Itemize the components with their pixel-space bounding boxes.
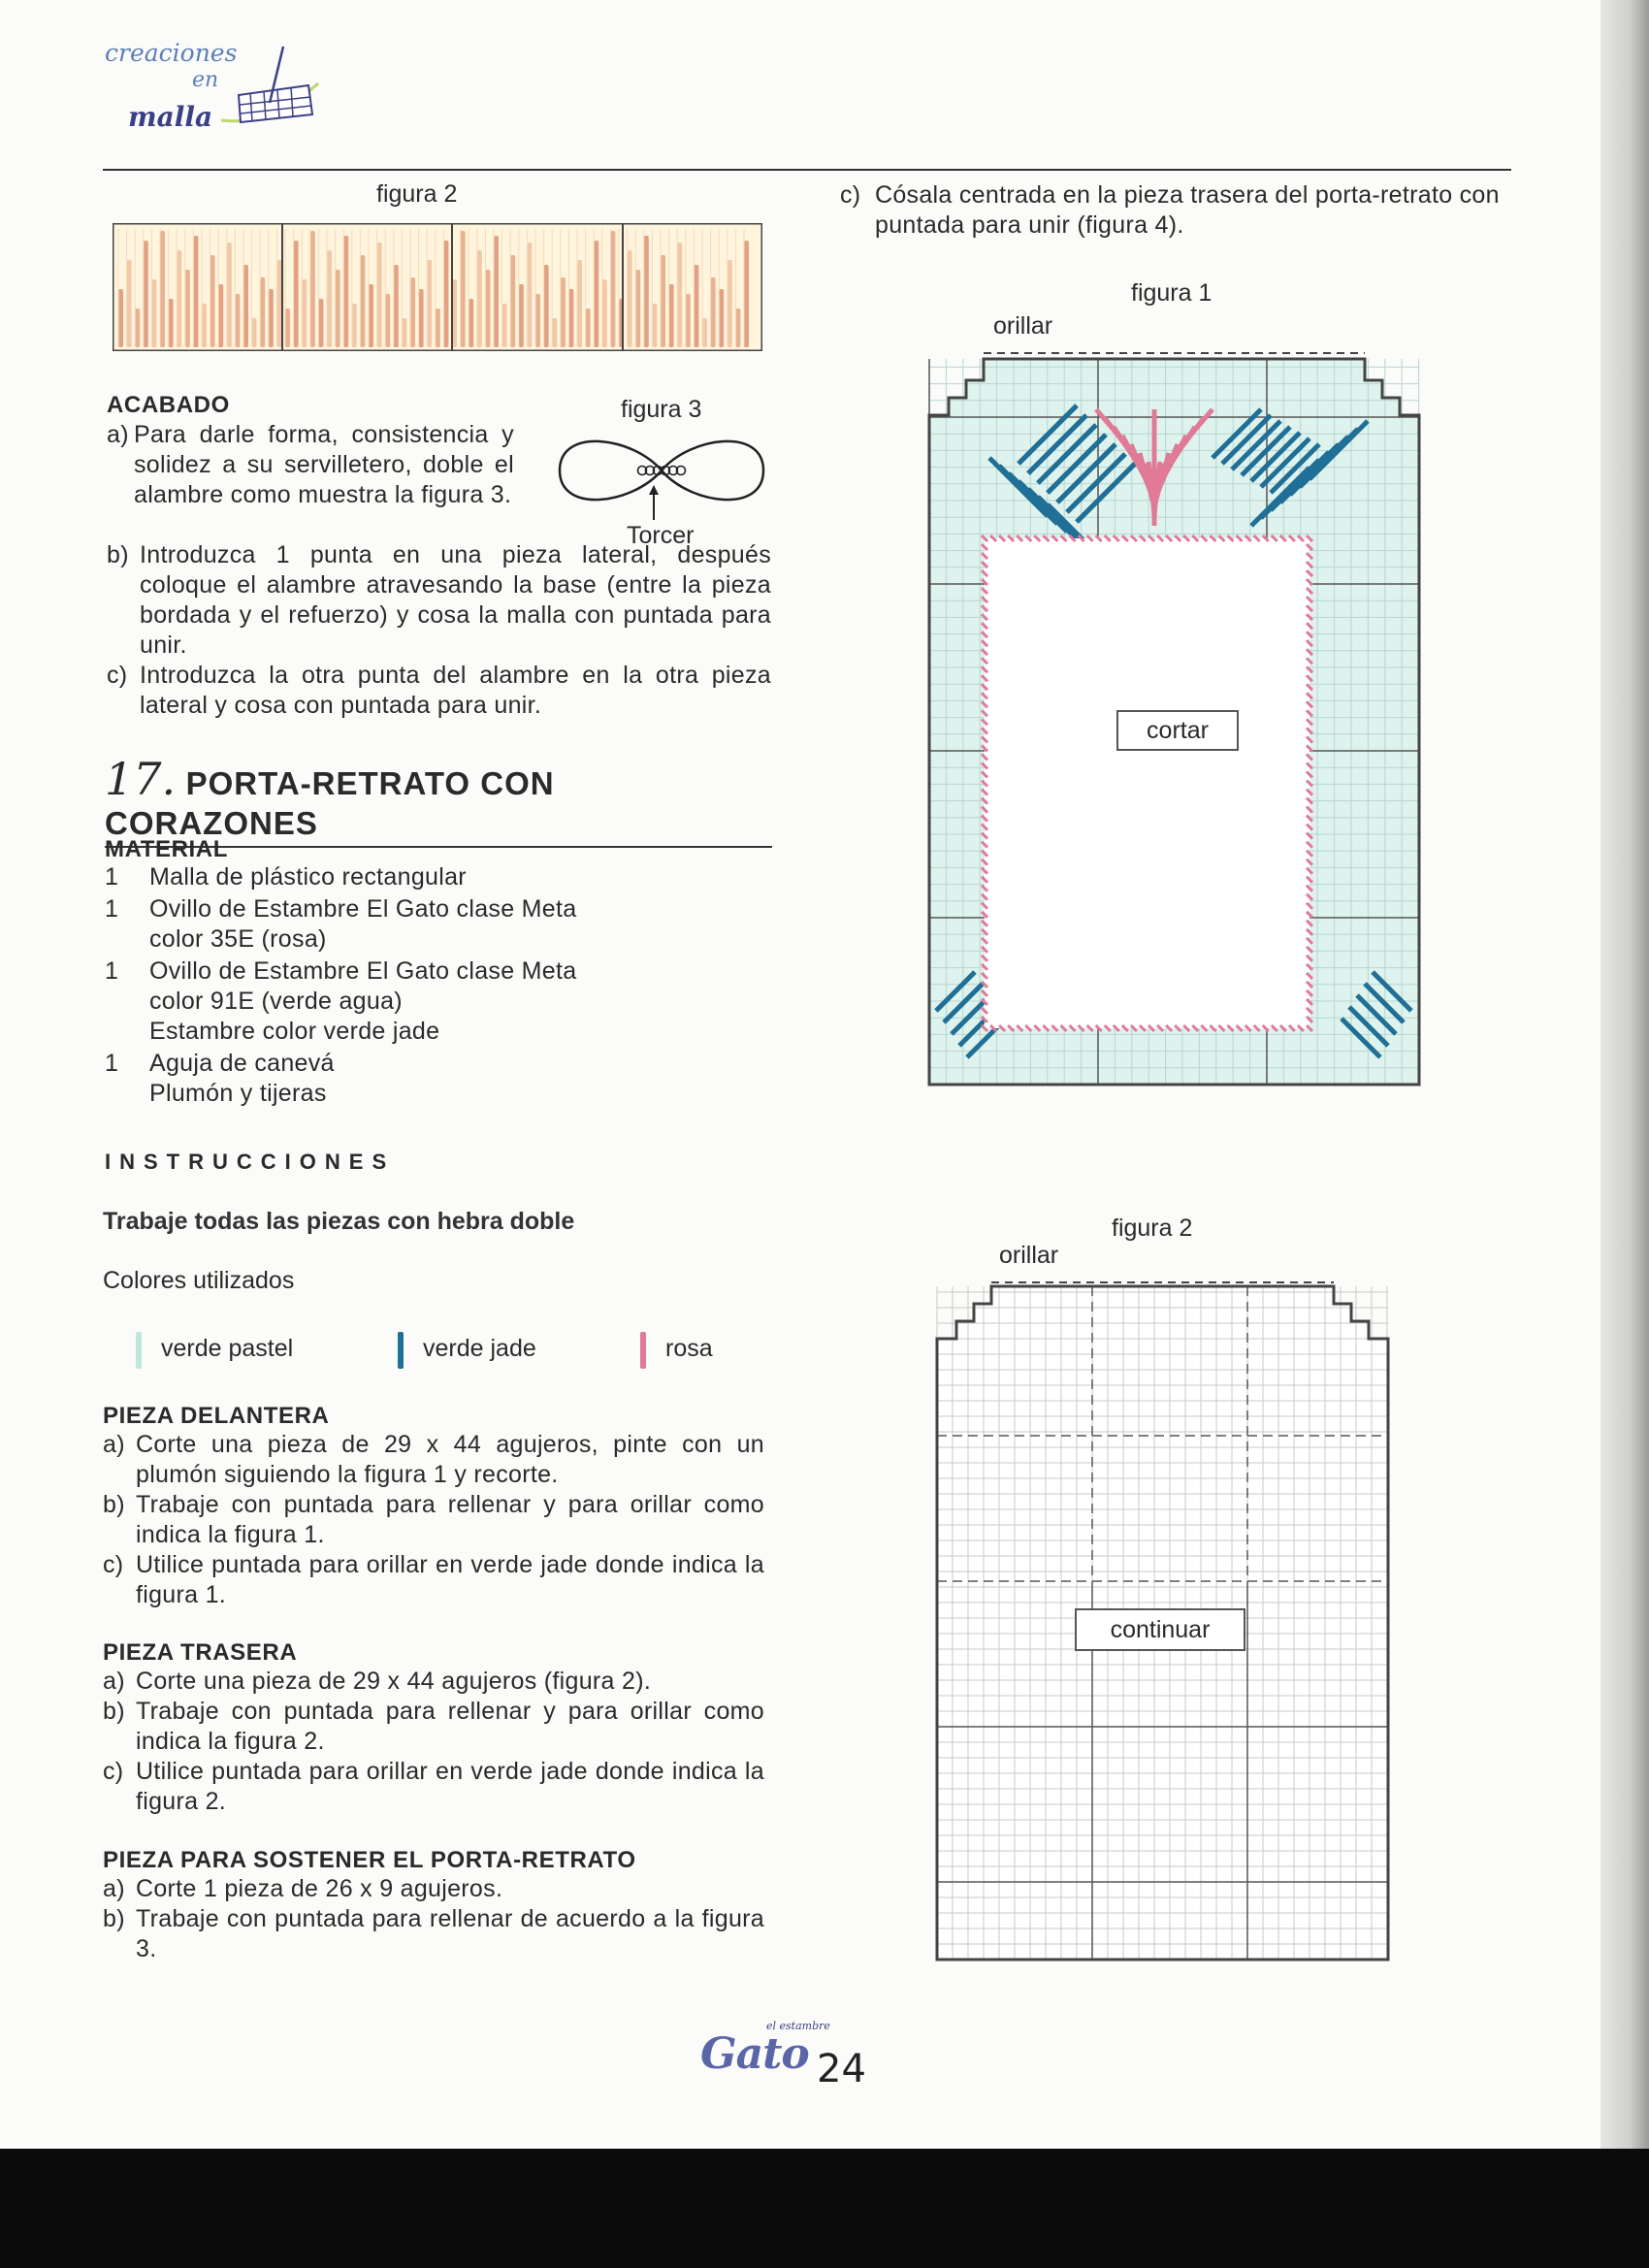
trasera-list — [103, 1667, 764, 1817]
stitch-bar — [427, 260, 432, 347]
instructions-heading: INSTRUCCIONES — [105, 1150, 396, 1174]
stitch-bar — [252, 318, 257, 347]
stitch-bar — [243, 265, 248, 347]
stitch-bar — [310, 231, 315, 347]
list-marker: c) — [103, 1758, 124, 1785]
list-marker: a) — [103, 1431, 125, 1458]
fig2-caption: figura 2 — [1112, 1215, 1193, 1242]
stitch-bar — [644, 236, 649, 347]
stitch-bar — [419, 289, 424, 347]
trasera-text: Utilice puntada para orillar en verde jade donde indica la figura 2. — [136, 1758, 764, 1815]
material-text: Malla de plástico rectangular — [149, 863, 467, 891]
project-number: 17. — [105, 753, 177, 805]
colors-label: Colores utilizados — [103, 1267, 295, 1294]
stitch-bar — [151, 279, 156, 347]
stitch-bar — [711, 277, 716, 347]
stitch-bar — [135, 308, 140, 347]
fig1-edge-label: orillar — [993, 312, 1053, 340]
material-text: Ovillo de Estambre El Gato clase Meta — [149, 957, 577, 985]
stitch-bar — [686, 294, 691, 347]
cut-area — [985, 538, 1310, 1028]
delantera-text: Trabaje con puntada para rellenar y para orillar como indica la figura 1. — [136, 1491, 764, 1548]
fig2-top-caption: figura 2 — [376, 180, 458, 208]
stitch-bar — [202, 304, 207, 347]
brand-line2: en — [192, 68, 219, 92]
list-marker: c) — [107, 662, 128, 689]
stitch-bar — [193, 236, 198, 347]
stitch-bar — [369, 284, 373, 347]
material-qty: 1 — [105, 1050, 119, 1077]
material-item — [105, 862, 687, 892]
color-swatch — [136, 1332, 142, 1369]
stitch-bar — [552, 318, 557, 347]
material-text: Estambre color verde jade — [149, 1018, 440, 1045]
stitch-bar — [436, 308, 440, 347]
color-swatch — [640, 1332, 646, 1369]
sostener-list — [103, 1874, 764, 1964]
stitch-bar — [235, 294, 240, 347]
material-text: color 91E (verde agua) — [149, 988, 403, 1015]
footer-logo-text: Gato — [700, 2029, 809, 2079]
stitch-bar — [402, 318, 406, 347]
stitch-bar — [669, 284, 674, 347]
material-qty: 1 — [105, 957, 119, 985]
color-name: rosa — [665, 1335, 713, 1362]
stitch-bar — [527, 243, 532, 347]
stitch-bar — [160, 231, 165, 347]
list-marker: a) — [107, 421, 129, 448]
mesh-needle-icon — [211, 45, 328, 132]
stitch-bar — [177, 250, 181, 347]
cut-label: cortar — [1116, 710, 1239, 751]
stitch-bar — [302, 279, 307, 347]
color-name: verde pastel — [161, 1335, 294, 1362]
stitch-bar — [377, 243, 382, 347]
stitch-bar — [661, 255, 665, 347]
stitch-bar — [461, 231, 466, 347]
stitch-bar — [694, 265, 698, 347]
fig1-caption: figura 1 — [1131, 279, 1212, 307]
stitch-bar — [185, 270, 190, 347]
trasera-text: Trabaje con puntada para rellenar y para orillar como indica la figura 2. — [136, 1698, 764, 1755]
brand-logo — [105, 35, 328, 142]
fig3-label: Torcer — [627, 522, 695, 549]
instructions-note: Trabaje todas las piezas con hebra doble — [103, 1208, 575, 1235]
acabado-text-b: Introduzca 1 punta en una pieza lateral, después coloque el alambre atravesando la base (entre la pieza bordada y el refuerzo) y cosa la malla con puntada para unir. — [140, 541, 771, 659]
fig2-edge-label: orillar — [999, 1242, 1059, 1269]
stitch-bar — [269, 289, 274, 347]
stitch-bar — [568, 289, 573, 347]
stitch-bar — [343, 236, 348, 347]
stitch-band-diagram — [113, 223, 762, 351]
stitch-bar — [294, 241, 299, 347]
stitch-bar — [519, 284, 524, 347]
page-number: 24 — [817, 2047, 866, 2091]
stitch-bar — [227, 243, 232, 347]
list-marker: c) — [840, 181, 861, 209]
sostener-heading: PIEZA PARA SOSTENER EL PORTA-RETRATO — [103, 1847, 636, 1873]
right-item-c — [840, 180, 1519, 241]
fig3-caption: figura 3 — [621, 396, 702, 423]
footer-logo — [700, 2018, 894, 2095]
continue-label: continuar — [1075, 1608, 1245, 1651]
stitch-bar — [577, 260, 582, 347]
list-marker: c) — [103, 1551, 124, 1578]
stitch-bar — [610, 231, 615, 347]
material-heading: MATERIAL — [105, 836, 229, 862]
delantera-text: Utilice puntada para orillar en verde jade donde indica la figura 1. — [136, 1551, 764, 1608]
trasera-heading: PIEZA TRASERA — [103, 1639, 298, 1666]
material-text: color 35E (rosa) — [149, 925, 327, 953]
stitch-bar — [385, 294, 390, 347]
material-text: Plumón y tijeras — [149, 1080, 327, 1107]
material-item — [105, 1049, 687, 1109]
acabado-item-a — [107, 420, 514, 510]
delantera-list — [103, 1430, 764, 1610]
stitch-bar — [276, 260, 281, 347]
stitch-bar — [285, 308, 290, 347]
material-text: Ovillo de Estambre El Gato clase Meta — [149, 895, 577, 923]
material-list — [105, 862, 687, 1109]
stitch-bar — [360, 255, 365, 347]
stitch-bar — [443, 241, 448, 347]
stitch-bar — [485, 270, 490, 347]
material-qty: 1 — [105, 863, 119, 891]
stitch-bar — [477, 250, 482, 347]
stitch-bar — [586, 308, 591, 347]
stitch-bar — [260, 277, 265, 347]
stitch-bar — [594, 241, 598, 347]
right-text-c: Cósala centrada en la pieza trasera del porta-retrato con puntada para unir (figura 4). — [875, 181, 1500, 239]
material-item — [105, 956, 687, 1047]
stitch-bar — [652, 304, 657, 347]
stitch-bar — [394, 265, 399, 347]
acabado-heading: ACABADO — [107, 392, 230, 418]
stitch-bar — [728, 260, 732, 347]
stitch-bar — [318, 299, 323, 347]
color-name: verde jade — [423, 1335, 536, 1362]
stitch-bar — [602, 279, 607, 347]
stitch-bar — [561, 277, 566, 347]
stitch-bar — [677, 243, 682, 347]
stitch-bar — [210, 255, 215, 347]
list-marker: a) — [103, 1668, 125, 1695]
list-marker: b) — [103, 1698, 125, 1725]
stitch-bar — [410, 277, 415, 347]
project-title — [105, 753, 772, 848]
stitch-bar — [118, 289, 123, 347]
sostener-text: Trabaje con puntada para rellenar de acuerdo a la figura 3. — [136, 1905, 764, 1962]
list-marker: a) — [103, 1875, 125, 1902]
stitch-bar — [744, 241, 749, 347]
delantera-heading: PIEZA DELANTERA — [103, 1403, 330, 1429]
sostener-text: Corte 1 pieza de 26 x 9 agujeros. — [136, 1875, 503, 1902]
stitch-bar — [735, 308, 740, 347]
stitch-bar — [169, 299, 174, 347]
material-text: Aguja de canevá — [149, 1050, 335, 1077]
wire-twist-diagram — [555, 427, 768, 524]
project-name: PORTA-RETRATO CON CORAZONES — [105, 765, 555, 841]
material-qty: 1 — [105, 895, 119, 923]
stitch-bar — [535, 294, 540, 347]
stitch-bar — [127, 260, 132, 347]
footer-logo-small: el estambre — [766, 2020, 830, 2032]
stitch-bar — [144, 241, 148, 347]
trasera-text: Corte una pieza de 29 x 44 agujeros (figura 2). — [136, 1668, 652, 1695]
stitch-bar — [719, 289, 724, 347]
stitch-bar — [510, 255, 515, 347]
list-marker: b) — [103, 1491, 125, 1518]
stitch-bar — [352, 304, 357, 347]
page-edge — [1600, 0, 1649, 2149]
stitch-bar — [502, 304, 507, 347]
brand-line1: creaciones — [105, 39, 238, 67]
stitch-bar — [336, 270, 340, 347]
stitch-bar — [218, 284, 223, 347]
acabado-text-a: Para darle forma, consistencia y solidez a su servilletero, doble el alambre como muestra la figura 3. — [134, 421, 514, 508]
scan-border — [0, 2149, 1649, 2268]
acabado-text-c: Introduzca la otra punta del alambre en la otra pieza lateral y cosa con puntada para unir. — [140, 662, 771, 719]
acabado-item-b — [107, 540, 771, 661]
brand-line3: malla — [128, 101, 213, 133]
material-item — [105, 894, 687, 955]
stitch-bar — [494, 236, 499, 347]
stitch-bar — [702, 318, 707, 347]
stitch-bar — [544, 265, 549, 347]
list-marker: b) — [107, 541, 129, 568]
stitch-bar — [327, 250, 332, 347]
header-rule — [103, 169, 1511, 171]
acabado-item-c — [107, 661, 771, 721]
delantera-text: Corte una pieza de 29 x 44 agujeros, pinte con un plumón siguiendo la figura 1 y recorte. — [136, 1431, 764, 1488]
list-marker: b) — [103, 1905, 125, 1932]
stitch-bar — [635, 270, 640, 347]
stitch-bar — [469, 299, 473, 347]
stitch-bar — [628, 250, 632, 347]
color-swatch — [398, 1332, 404, 1369]
